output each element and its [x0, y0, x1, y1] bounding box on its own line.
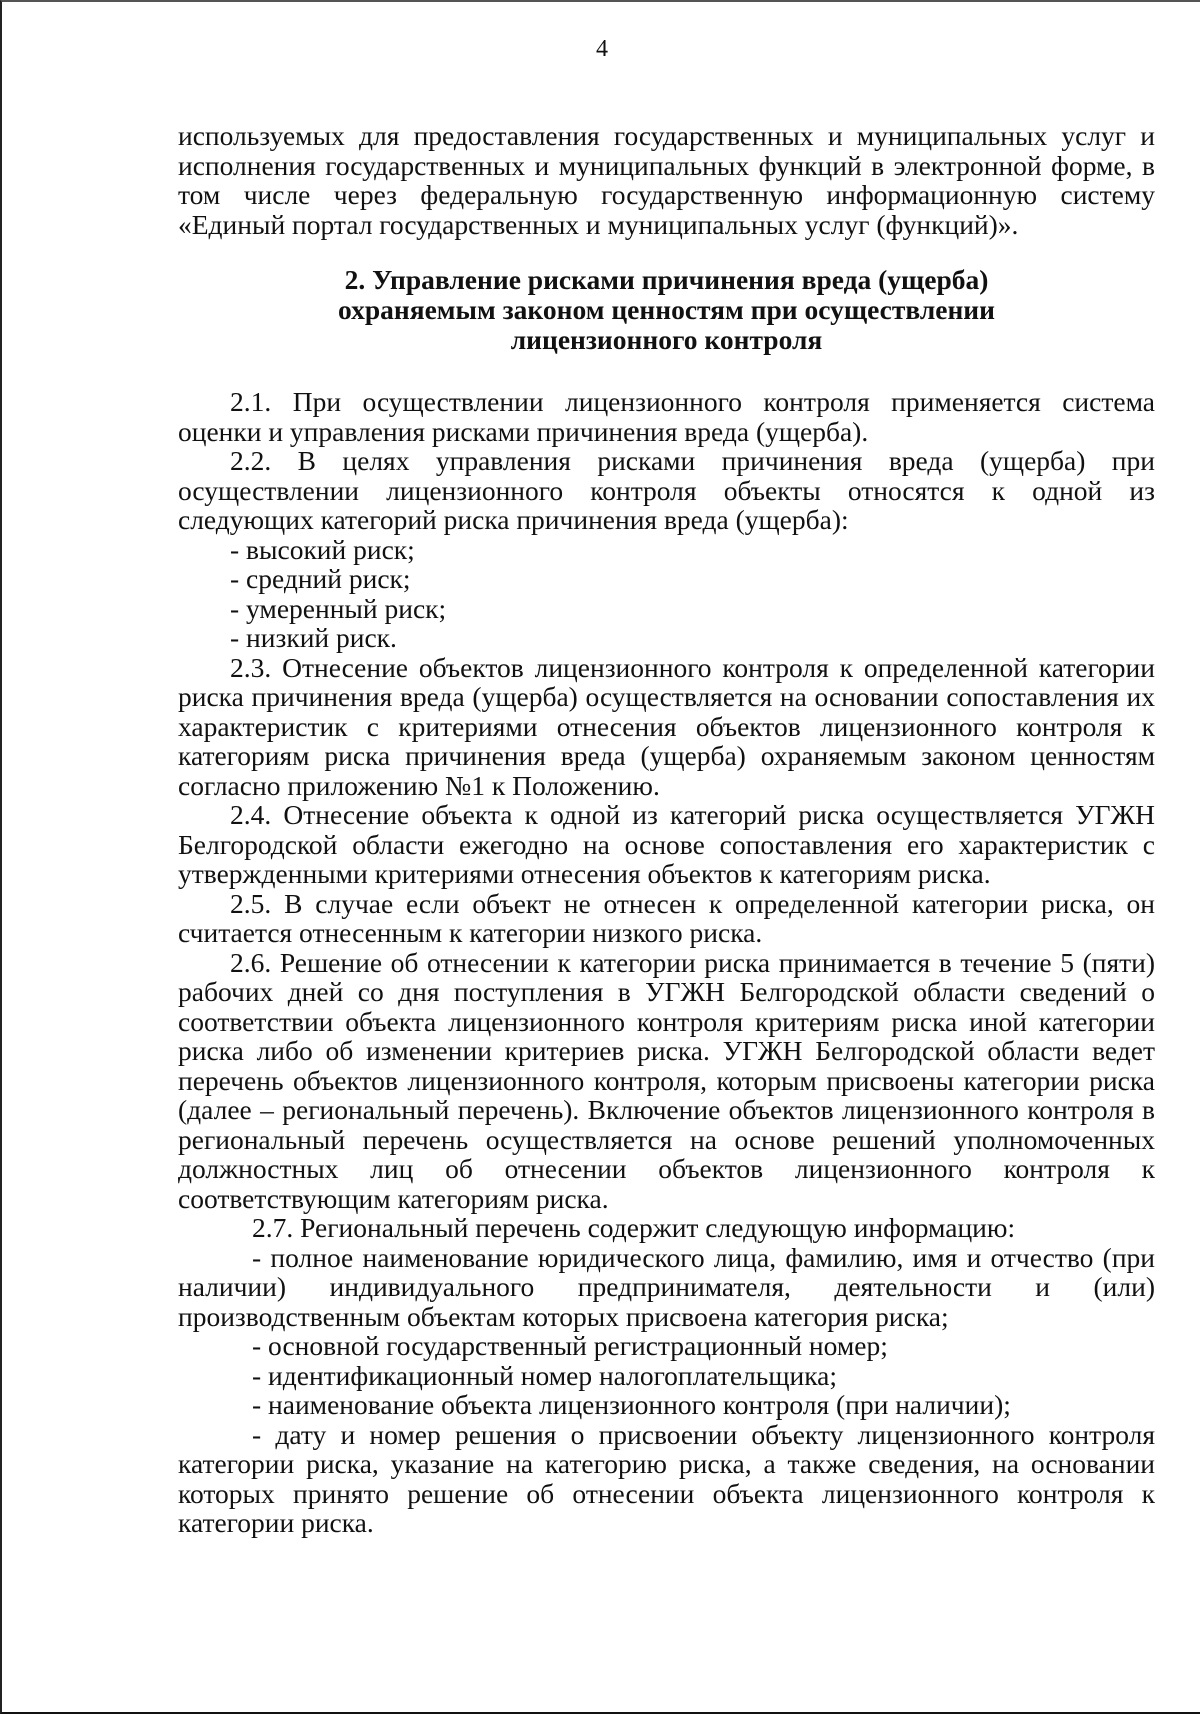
section-heading-line-2: охраняемым законом ценностям при осуществлении [338, 294, 995, 325]
risk-level-item: - умеренный риск; [230, 592, 447, 624]
section-heading-line-1: 2. Управление рисками причинения вреда (ущерба) [344, 264, 989, 295]
clause-2-1: 2.1. При осуществлении лицензионного контроля применяется система оценки и управления рисками причинения вреда (ущерба). [178, 386, 1155, 447]
page-number: 4 [596, 36, 608, 62]
clause-2-7: 2.7. Региональный перечень содержит следующую информацию: [252, 1212, 1016, 1243]
clause-2-3: 2.3. Отнесение объектов лицензионного контроля к определенной категории риска причинения вреда (ущерба) осуществляется на основании сопоставления их характеристик с критериями отнесения объектов лицензионного контроля к категориям риска причинения вреда (ущерба) охраняемым законом ценностям согласно приложению №1 к Положению. [178, 651, 1155, 801]
registry-item: - наименование объекта лицензионного контроля (при наличии); [252, 1389, 1011, 1420]
risk-level-item: - низкий риск. [230, 622, 397, 653]
risk-level-item: - высокий риск; [230, 533, 415, 565]
clause-2-5: 2.5. В случае если объект не отнесен к определенной категории риска, он считается отнесенным к категории низкого риска. [178, 887, 1155, 948]
section-heading-line-3: лицензионного контроля [510, 324, 823, 355]
registry-item: - основной государственный регистрационный номер; [252, 1330, 888, 1361]
registry-item: - полное наименование юридического лица, фамилию, имя и отчество (при наличии) индивидуального предпринимателя, деятельности и (или) производственным объектам которых присвоена категория риска; [178, 1241, 1155, 1332]
clause-2-4: 2.4. Отнесение объекта к одной из категорий риска осуществляется УГЖН Белгородской области ежегодно на основе сопоставления его характеристик с утвержденными критериями отнесения объектов к категориям риска. [178, 799, 1155, 889]
intro-paragraph: используемых для предоставления государственных и муниципальных услуг и исполнения государственных и муниципальных функций в электронной форме, в том числе через федеральную государственную информационную систему «Единый портал государственных и муниципальных услуг (функций)». [178, 120, 1155, 240]
registry-item: - идентификационный номер налогоплательщика; [252, 1359, 838, 1391]
section-heading [178, 265, 1155, 355]
registry-item: - дату и номер решения о присвоении объекту лицензионного контроля категории риска, указание на категорию риска, а также сведения, на основании которых принято решение об отнесении объекта лицензионного контроля к категории риска. [178, 1418, 1155, 1538]
document-body [178, 121, 1155, 1538]
clause-2-6: 2.6. Решение об отнесении к категории риска принимается в течение 5 (пяти) рабочих дней со дня поступления в УГЖН Белгородской области сведений о соответствии объекта лицензионного контроля критериям риска иной категории риска либо об изменении критериев риска. УГЖН Белгородской области ведет перечень объектов лицензионного контроля, которым присвоены категории риска (далее – региональный перечень). Включение объектов лицензионного контроля в региональный перечень осуществляется на основе решений уполномоченных должностных лиц об отнесении объектов лицензионного контроля к соответствующим категориям риска. [178, 946, 1155, 1214]
clause-2-2: 2.2. В целях управления рисками причинения вреда (ущерба) при осуществлении лицензионного контроля объекты относятся к одной из следующих категорий риска причинения вреда (ущерба): [178, 445, 1155, 535]
risk-level-item: - средний риск; [230, 563, 411, 594]
